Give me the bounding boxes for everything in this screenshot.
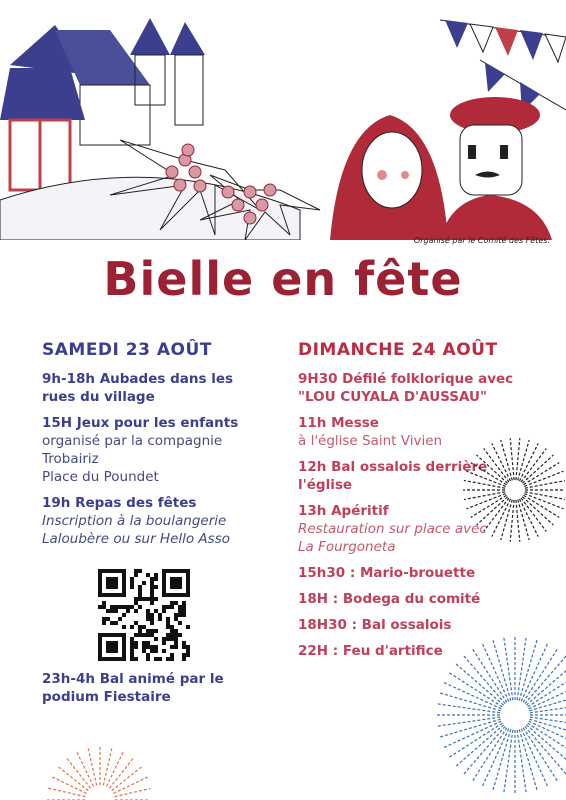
event-title: 23h-4h Bal animé par le podium Fiestaire — [42, 671, 224, 705]
event-title: 19h Repas des fêtes — [42, 495, 197, 511]
event-title: 22H : Feu d'artifice — [298, 643, 443, 659]
event-detail: Trobairiz — [42, 451, 99, 467]
saturday-event-jeux — [42, 414, 267, 486]
man-illustration — [440, 97, 552, 240]
firework-right-top-decoration — [455, 430, 565, 560]
sunday-heading: DIMANCHE 24 AOÛT — [298, 340, 498, 360]
event-title: 18H : Bodega du comité — [298, 591, 481, 607]
event-title: 9H30 Défilé folklorique avec "LOU CUYALA D'AUSSAU" — [298, 371, 514, 405]
sunday-event-defile — [298, 370, 538, 406]
saturday-event-bal — [42, 670, 267, 706]
firework-right-bottom-decoration — [420, 630, 566, 800]
event-title: 15h30 : Mario-brouette — [298, 565, 476, 581]
organizer-note: Organisé par le Comité des Fêtes. — [413, 236, 550, 245]
event-title: 13h Apéritif — [298, 503, 389, 519]
event-detail: Restauration sur place avec — [298, 521, 487, 537]
page-title: Bielle en fête — [103, 252, 463, 306]
qr-code[interactable] — [98, 569, 190, 661]
event-detail: organisé par la compagnie — [42, 433, 223, 449]
saturday-event-aubades — [42, 370, 267, 406]
event-title: 18H30 : Bal ossalois — [298, 617, 452, 633]
event-detail: La Fourgoneta — [298, 539, 396, 555]
header-illustration — [0, 0, 566, 240]
sunday-event-mario — [298, 564, 538, 582]
saturday-heading: SAMEDI 23 AOÛT — [42, 340, 212, 360]
event-title: 15H Jeux pour les enfants — [42, 415, 239, 431]
event-title: 9h-18h Aubades dans les rues du village — [42, 371, 234, 405]
saturday-event-repas — [42, 494, 267, 548]
event-detail: Inscription à la boulangerie — [42, 513, 227, 529]
event-detail: Place du Poundet — [42, 469, 159, 485]
woman-illustration — [330, 115, 448, 240]
event-detail: à l'église Saint Vivien — [298, 433, 443, 449]
saturday-column — [42, 340, 267, 556]
event-title: 11h Messe — [298, 415, 379, 431]
event-title: 12h Bal ossalois derrière l'église — [298, 459, 488, 493]
sunday-event-bodega — [298, 590, 538, 608]
event-detail: Laloubère ou sur Hello Asso — [42, 531, 230, 547]
firework-left-decoration — [40, 720, 150, 800]
